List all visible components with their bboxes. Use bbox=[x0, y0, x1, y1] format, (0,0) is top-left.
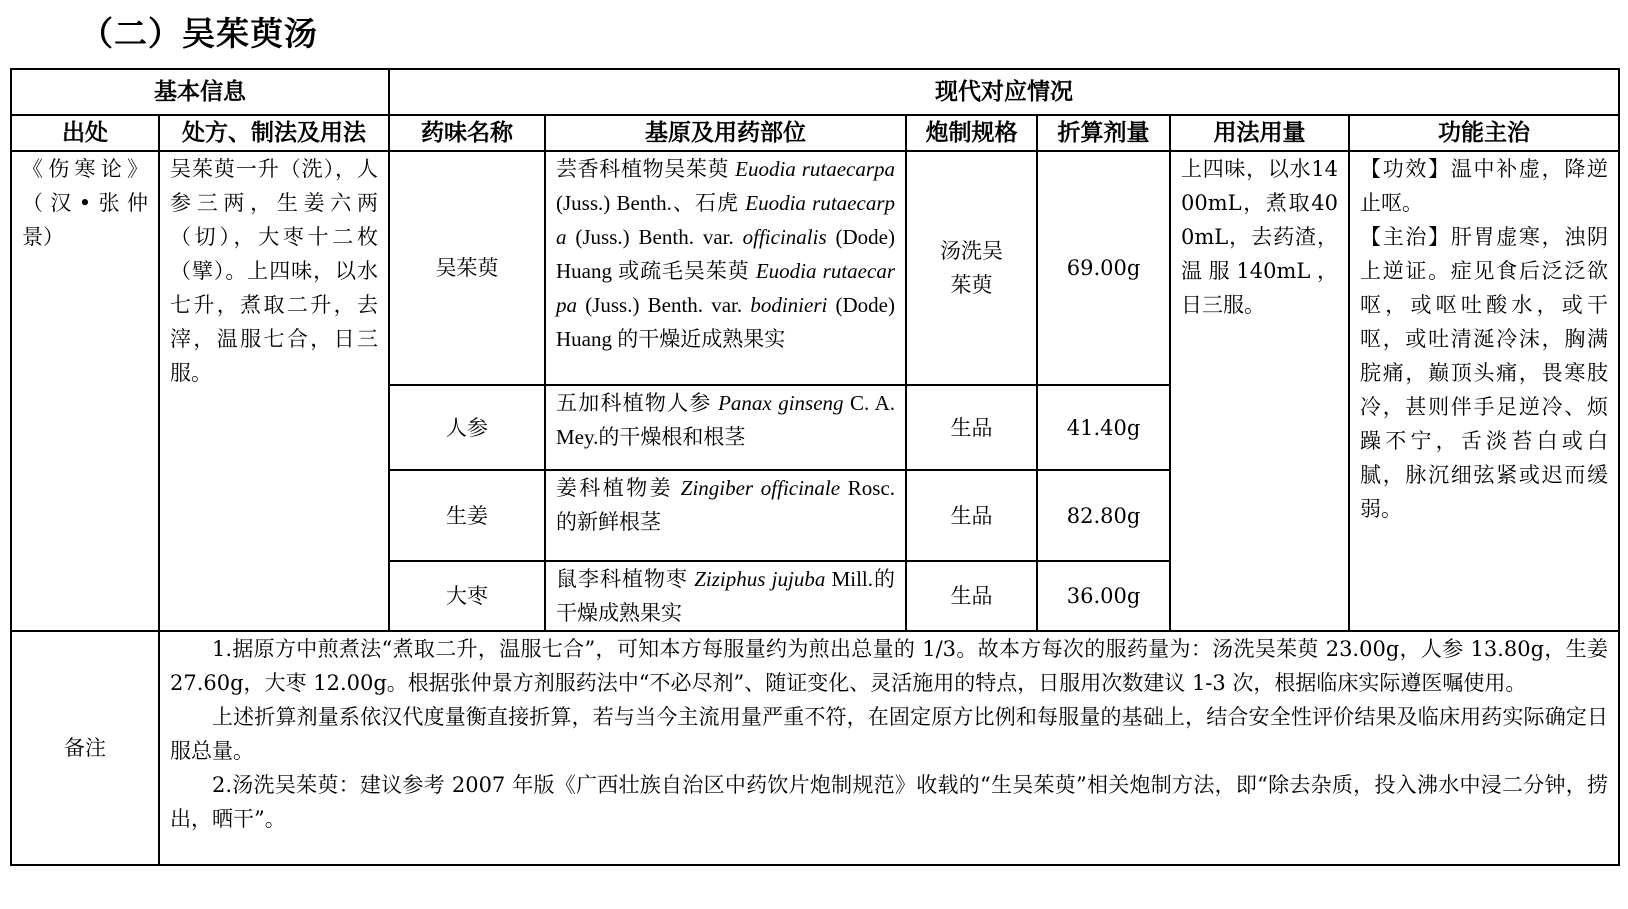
header-usage: 用法用量 bbox=[1170, 115, 1349, 151]
usage-cell: 上四味，以水1400mL，煮取400mL，去药渣，温服140mL，日三服。 bbox=[1170, 151, 1349, 631]
herb-origin: 芸香科植物吴茱萸 Euodia rutaecarpa (Juss.) Benth.、石虎 Euodia rutaecarpa (Juss.) Benth. var. officinalis (Dode) Huang 或疏毛吴茱萸 Euodia rutaecarpa (Juss.) Benth. var. bodinieri (Dode) Huang 的干燥近成熟果实 bbox=[545, 151, 906, 385]
header-processing: 炮制规格 bbox=[906, 115, 1037, 151]
header-herb-name: 药味名称 bbox=[389, 115, 545, 151]
herb-name: 吴茱萸 bbox=[389, 151, 545, 385]
header-function: 功能主治 bbox=[1349, 115, 1619, 151]
herb-name: 人参 bbox=[389, 385, 545, 470]
function-cell: 【功效】温中补虚，降逆止呕。 【主治】肝胃虚寒，浊阴上逆证。症见食后泛泛欲呕，或呕吐酸水，或干呕，或吐清涎冷沫，胸满脘痛，巅顶头痛，畏寒肢冷，甚则伴手足逆冷、烦躁不宁，舌淡苔白或白腻，脉沉细弦紧或迟而缓弱。 bbox=[1349, 151, 1619, 631]
herb-name: 生姜 bbox=[389, 470, 545, 561]
herb-name: 大枣 bbox=[389, 561, 545, 631]
herb-processing: 生品 bbox=[906, 561, 1037, 631]
formula-table bbox=[10, 68, 1620, 866]
herb-processing: 生品 bbox=[906, 385, 1037, 470]
herb-dose: 36.00g bbox=[1037, 561, 1170, 631]
header-modern: 现代对应情况 bbox=[389, 69, 1619, 115]
header-dose: 折算剂量 bbox=[1037, 115, 1170, 151]
herb-processing: 汤洗吴茱萸 bbox=[906, 151, 1037, 385]
header-basic-info: 基本信息 bbox=[11, 69, 389, 115]
herb-dose: 69.00g bbox=[1037, 151, 1170, 385]
header-prescription: 处方、制法及用法 bbox=[159, 115, 389, 151]
source-cell: 《伤寒论》（汉•张仲景） bbox=[11, 151, 159, 631]
herb-processing: 生品 bbox=[906, 470, 1037, 561]
remark-paragraph: 2.汤洗吴茱萸：建议参考 2007 年版《广西壮族自治区中药饮片炮制规范》收载的“生吴茱萸”相关炮制方法，即“除去杂质，投入沸水中浸二分钟，捞出，晒干”。 bbox=[170, 773, 1609, 831]
herb-origin: 姜科植物姜 Zingiber officinale Rosc.的新鲜根茎 bbox=[545, 470, 906, 561]
herb-origin: 鼠李科植物枣 Ziziphus jujuba Mill.的干燥成熟果实 bbox=[545, 561, 906, 631]
remarks-content bbox=[159, 631, 1619, 865]
herb-dose: 41.40g bbox=[1037, 385, 1170, 470]
herb-dose: 82.80g bbox=[1037, 470, 1170, 561]
header-source: 出处 bbox=[11, 115, 159, 151]
prescription-cell: 吴茱萸一升（洗），人参三两，生姜六两（切），大枣十二枚（擘）。上四味，以水七升，煮取二升，去滓，温服七合，日三服。 bbox=[159, 151, 389, 631]
herb-origin: 五加科植物人参 Panax ginseng C. A. Mey.的干燥根和根茎 bbox=[545, 385, 906, 470]
remark-paragraph: 1.据原方中煎煮法“煮取二升，温服七合”，可知本方每服量约为煎出总量的 1/3。故本方每次的服药量为：汤洗吴茱萸 23.00g，人参 13.80g，生姜 27.60g，大枣 12.00g。根据张仲景方剂服药法中“不必尽剂”、随证变化、灵活施用的特点，日服用次数建议 1-3 次，根据临床实际遵医嘱使用。 bbox=[170, 637, 1609, 695]
page-title: （二）吴茱萸汤 bbox=[80, 14, 318, 53]
remarks-label: 备注 bbox=[11, 631, 159, 865]
header-origin: 基原及用药部位 bbox=[545, 115, 906, 151]
remark-paragraph: 上述折算剂量系依汉代度量衡直接折算，若与当今主流用量严重不符，在固定原方比例和每服量的基础上，结合安全性评价结果及临床用药实际确定日服总量。 bbox=[170, 705, 1609, 763]
